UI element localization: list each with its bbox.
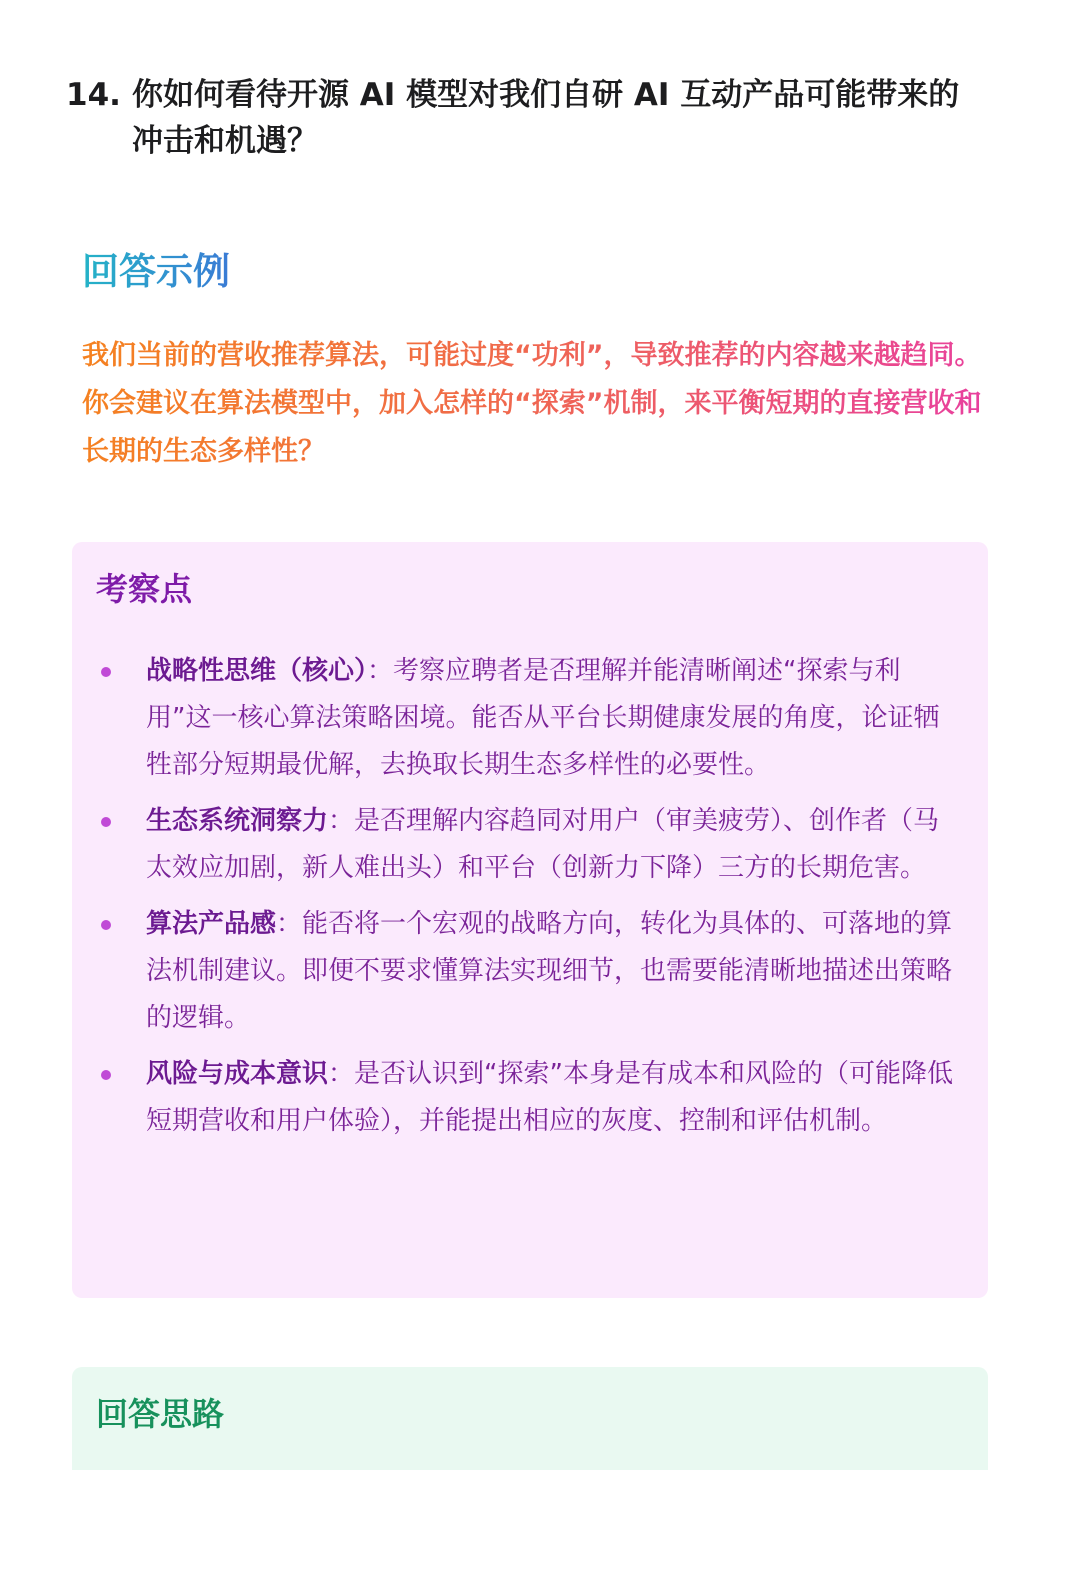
bullet-dot-icon <box>101 1070 111 1080</box>
list-item <box>96 1051 958 1145</box>
point-separator: ： <box>367 656 394 686</box>
answer-example-text: 我们当前的营收推荐算法，可能过度“功利”，导致推荐的内容越来越趋同。你会建议在算法模型中，加入怎样的“探索”机制，来平衡短期的直接营收和长期的生态多样性？ <box>82 332 982 476</box>
page-bottom-blank <box>0 1470 1078 1596</box>
point-description: 考察应聘者是否理解并能清晰阐述“探索与利用”这一核心算法策略困境。能否从平台长期健康发展的角度，论证牺牲部分短期最优解，去换取长期生态多样性的必要性。 <box>146 656 940 780</box>
answer-example-title: 回答示例 <box>82 244 230 300</box>
bullet-dot-icon <box>101 667 111 677</box>
list-item <box>96 798 958 892</box>
question <box>66 72 966 164</box>
point-separator: ： <box>276 909 303 939</box>
list-item <box>96 901 958 1042</box>
bullet-dot-icon <box>101 817 111 827</box>
assessment-points-list <box>96 648 958 1145</box>
point-term: 生态系统洞察力 <box>146 806 329 836</box>
point-term: 风险与成本意识 <box>146 1059 329 1089</box>
assessment-points-card <box>72 542 988 1298</box>
question-text: 你如何看待开源 AI 模型对我们自研 AI 互动产品可能带来的冲击和机遇？ <box>132 77 960 159</box>
point-term: 战略性思维（核心） <box>146 656 368 686</box>
answer-approach-title: 回答思路 <box>96 1395 225 1433</box>
point-separator: ： <box>328 1059 355 1089</box>
point-description: 是否认识到“探索”本身是有成本和风险的（可能降低短期营收和用户体验），并能提出相应的灰度、控制和评估机制。 <box>146 1059 953 1136</box>
point-separator: ： <box>328 806 355 836</box>
assessment-points-title: 考察点 <box>96 570 193 608</box>
point-description: 能否将一个宏观的战略方向，转化为具体的、可落地的算法机制建议。即便不要求懂算法实现细节，也需要能清晰地描述出策略的逻辑。 <box>146 909 953 1033</box>
point-term: 算法产品感 <box>146 909 277 939</box>
list-item <box>96 648 958 789</box>
question-number: 14. <box>66 77 121 113</box>
bullet-dot-icon <box>101 920 111 930</box>
point-description: 是否理解内容趋同对用户（审美疲劳）、创作者（马太效应加剧，新人难出头）和平台（创新力下降）三方的长期危害。 <box>146 806 940 883</box>
